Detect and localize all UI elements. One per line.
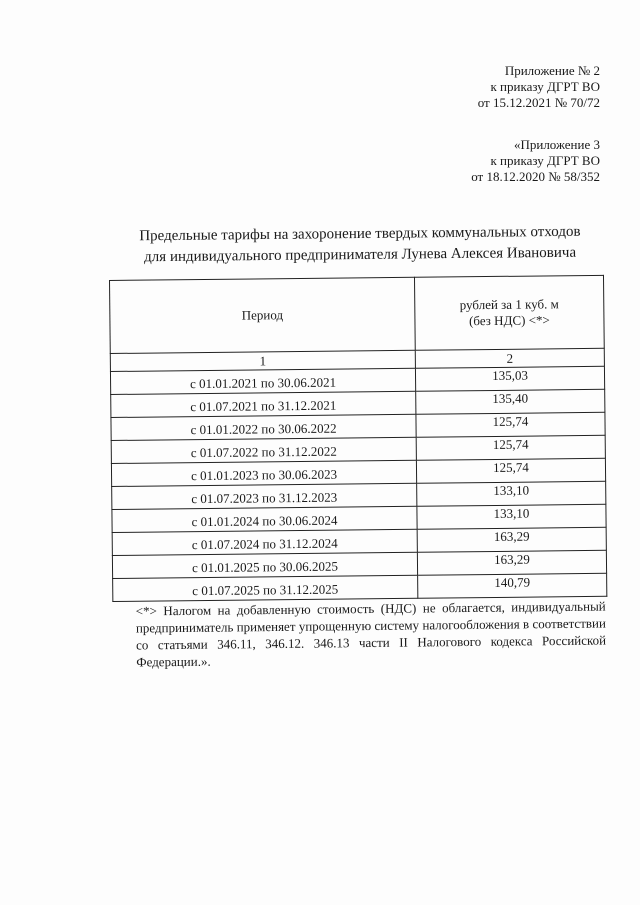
appendix-current-line3: от 15.12.2021 № 70/72 [477,95,600,110]
header-price-line1: рублей за 1 куб. м [459,296,559,313]
row-period: с 01.07.2024 по 31.12.2024 [112,529,417,555]
appendix-current-line2: к приказу ДГРТ ВО [490,79,600,94]
row-value: 135,40 [416,389,605,414]
tariff-table [109,275,607,602]
appendix-previous-line3: от 18.12.2020 № 58/352 [471,169,600,184]
footnote: <*> Налогом на добавленную стоимость (НДС) не облагается, индивидуальный предприниматель применяет упрощенную систему налогообложения в соответствии со статьями 346.11, 346.12. 346.13 части II Налогового кодекса Российской Федерации.». [135,598,607,670]
row-value: 125,74 [416,412,605,437]
row-value: 163,29 [417,550,606,575]
title-line1: Предельные тарифы на захоронение твердых коммунальных отходов [139,223,581,245]
row-value: 133,10 [417,481,606,506]
row-period: с 01.01.2022 по 30.06.2022 [111,414,416,440]
header-period: Период [110,277,416,353]
row-period: с 01.07.2023 по 31.12.2023 [112,483,417,509]
appendix-current-block [478,63,600,111]
appendix-previous-block [471,137,600,185]
row-period: с 01.07.2025 по 31.12.2025 [113,575,418,601]
row-period: с 01.01.2023 по 30.06.2023 [111,460,416,486]
appendix-previous-line1: «Приложение 3 [513,137,600,152]
row-value: 135,03 [415,366,604,391]
row-value: 125,74 [416,435,605,460]
table-header-row [110,275,605,353]
row-value: 133,10 [417,504,606,529]
row-period: с 01.01.2025 по 30.06.2025 [112,552,417,578]
row-period: с 01.01.2021 по 30.06.2021 [110,368,415,394]
appendix-previous-line2: к приказу ДГРТ ВО [490,153,600,168]
row-value: 125,74 [416,458,605,483]
document-title [100,221,620,268]
column-number-1: 1 [110,350,415,371]
appendix-current-line1: Приложение № 2 [504,63,600,78]
column-number-2: 2 [415,348,604,368]
row-period: с 01.07.2022 по 31.12.2022 [111,437,416,463]
row-value: 140,79 [418,573,607,598]
header-price [414,275,604,350]
title-line2: для индивидуального предпринимателя Лунева Алексея Ивановича [144,244,577,266]
row-period: с 01.01.2024 по 30.06.2024 [112,506,417,532]
row-value: 163,29 [417,527,606,552]
row-period: с 01.07.2021 по 31.12.2021 [111,391,416,417]
header-price-line2: (без НДС) <*> [468,312,550,329]
table-row [113,573,607,601]
